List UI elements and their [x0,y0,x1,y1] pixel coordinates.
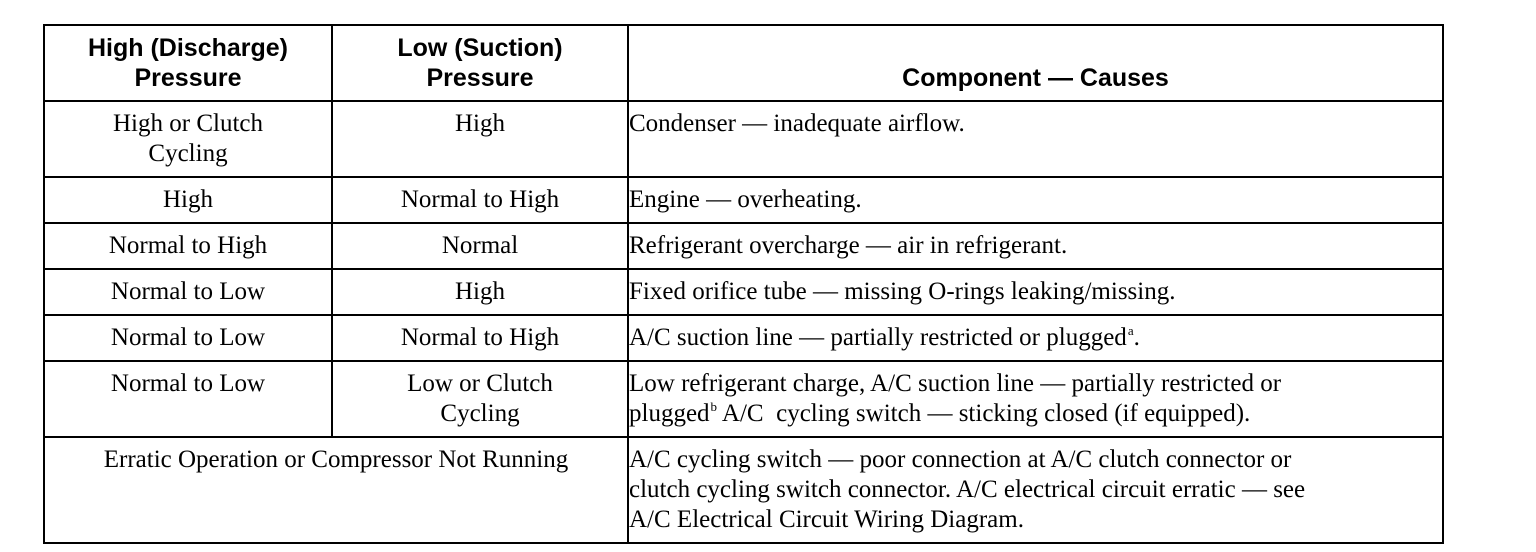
header-row [44,25,1443,101]
table-row [44,315,1443,361]
table-row [44,101,1443,177]
high-pressure-cell: High or Clutch Cycling [44,101,332,177]
low-pressure-cell: High [332,269,628,315]
footnote-marker: a [1127,323,1134,338]
high-pressure-cell: High [44,177,332,223]
causes-cell: Refrigerant overcharge — air in refrigerant. [628,223,1443,269]
causes-cell: Condenser — inadequate airflow. [628,101,1443,177]
table-row [44,437,1443,543]
high-pressure-cell: Normal to High [44,223,332,269]
table-row [44,177,1443,223]
high-pressure-cell: Normal to Low [44,315,332,361]
merged-condition-cell: Erratic Operation or Compressor Not Running [44,437,628,543]
high-pressure-cell: Normal to Low [44,361,332,437]
causes-cell: Fixed orifice tube — missing O-rings leaking/missing. [628,269,1443,315]
footnote-marker: b [710,399,718,414]
table-row [44,223,1443,269]
table-row [44,361,1443,437]
table-row [44,269,1443,315]
header-component-causes: Component — Causes [628,25,1443,101]
header-low-pressure: Low (Suction) Pressure [332,25,628,101]
low-pressure-cell: High [332,101,628,177]
causes-cell: A/C suction line — partially restricted or plugged$^a$. [628,315,1443,361]
diagnosis-table [43,24,1444,544]
low-pressure-cell: Normal [332,223,628,269]
low-pressure-cell: Low or Clutch Cycling [332,361,628,437]
high-pressure-cell: Normal to Low [44,269,332,315]
low-pressure-cell: Normal to High [332,177,628,223]
low-pressure-cell: Normal to High [332,315,628,361]
header-high-pressure: High (Discharge) Pressure [44,25,332,101]
causes-cell: Low refrigerant charge, A/C suction line — partially restricted or plugged$^b$ A/C cycling switch — sticking closed (if equipped). [628,361,1443,437]
causes-cell: A/C cycling switch — poor connection at A/C clutch connector or clutch cycling switch connector. A/C electrical circuit erratic — see A/C Electrical Circuit Wiring Diagram. [628,437,1443,543]
causes-cell: Engine — overheating. [628,177,1443,223]
